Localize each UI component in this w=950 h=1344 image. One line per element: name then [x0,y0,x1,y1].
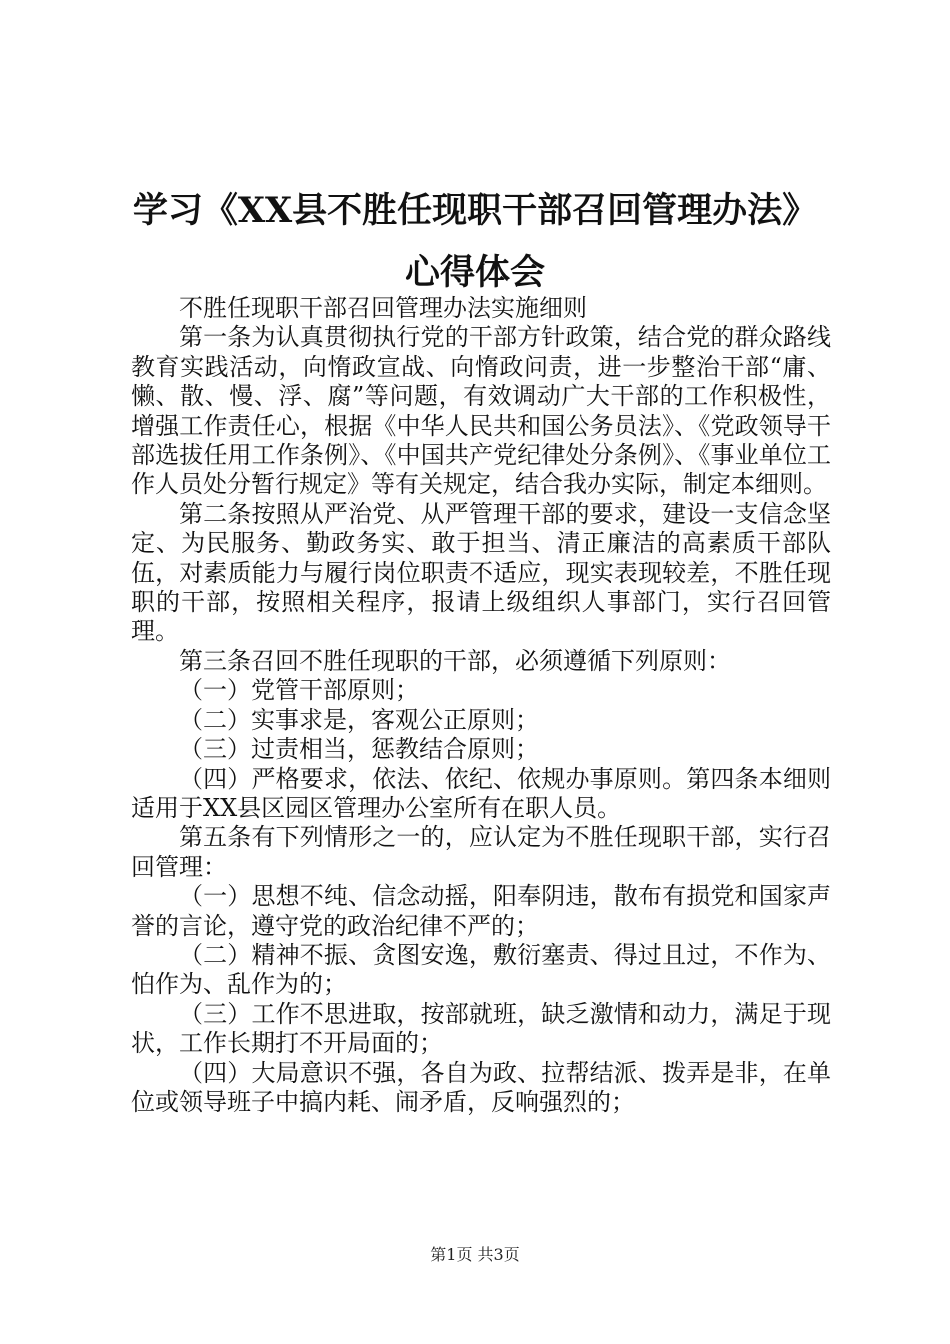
paragraph-case-4: （四）大局意识不强，各自为政、拉帮结派、拨弄是非，在单位或领导班子中搞内耗、闹矛盾，反响强烈的； [131,1058,831,1116]
paragraph-principle-1: （一）党管干部原则； [179,676,419,705]
document-title [0,180,950,304]
paragraph-heading: 不胜任现职干部召回管理办法实施细则 [179,294,587,322]
title-line-2: 心得体会 [404,252,545,293]
page-footer: 第1页 共3页 [430,1245,520,1264]
paragraph-article-1: 第一条为认真贯彻执行党的干部方针政策，结合党的群众路线教育实践活动，向惰政宣战、向惰政问责，进一步整治干部“庸、懒、散、慢、浮、腐”等问题，有效调动广大干部的工作积极性，增强工作责任心，根据《中华人民共和国公务员法》、《党政领导干部选拔任用工作条例》、《中国共产党纪律处分条例》、《事业单位工作人员处分暂行规定》等有关规定，结合我办实际，制定本细则。 [131,323,831,499]
paragraph-article-2: 第二条按照从严治党、从严管理干部的要求，建设一支信念坚定、为民服务、勤政务实、敢于担当、清正廉洁的高素质干部队伍，对素质能力与履行岗位职责不适应，现实表现较差，不胜任现职的干部，按照相关程序，报请上级组织人事部门，实行召回管理。 [131,499,831,646]
paragraph-case-3: （三）工作不思进取，按部就班，缺乏激情和动力，满足于现状，工作长期打不开局面的； [131,999,831,1058]
document-body [131,294,831,1117]
paragraph-principle-3: （三）过责相当，惩教结合原则； [179,735,539,764]
paragraph-principle-2: （二）实事求是，客观公正原则； [179,705,539,734]
paragraph-article-5: 第五条有下列情形之一的，应认定为不胜任现职干部，实行召回管理： [131,823,831,881]
paragraph-principle-4: （四）严格要求，依法、依纪、依规办事原则。第四条本细则适用于XX县区园区管理办公室所有在职人员。 [131,764,831,822]
paragraph-case-1: （一）思想不纯、信念动摇，阳奉阴违，散布有损党和国家声誉的言论，遵守党的政治纪律不严的； [131,882,831,940]
paragraph-case-2: （二）精神不振、贪图安逸，敷衍塞责、得过且过，不作为、怕作为、乱作为的； [131,940,831,999]
title-line-1: 学习《XX县不胜任现职干部召回管理办法》 [132,190,818,231]
paragraph-article-3: 第三条召回不胜任现职的干部，必须遵循下列原则： [179,646,731,675]
